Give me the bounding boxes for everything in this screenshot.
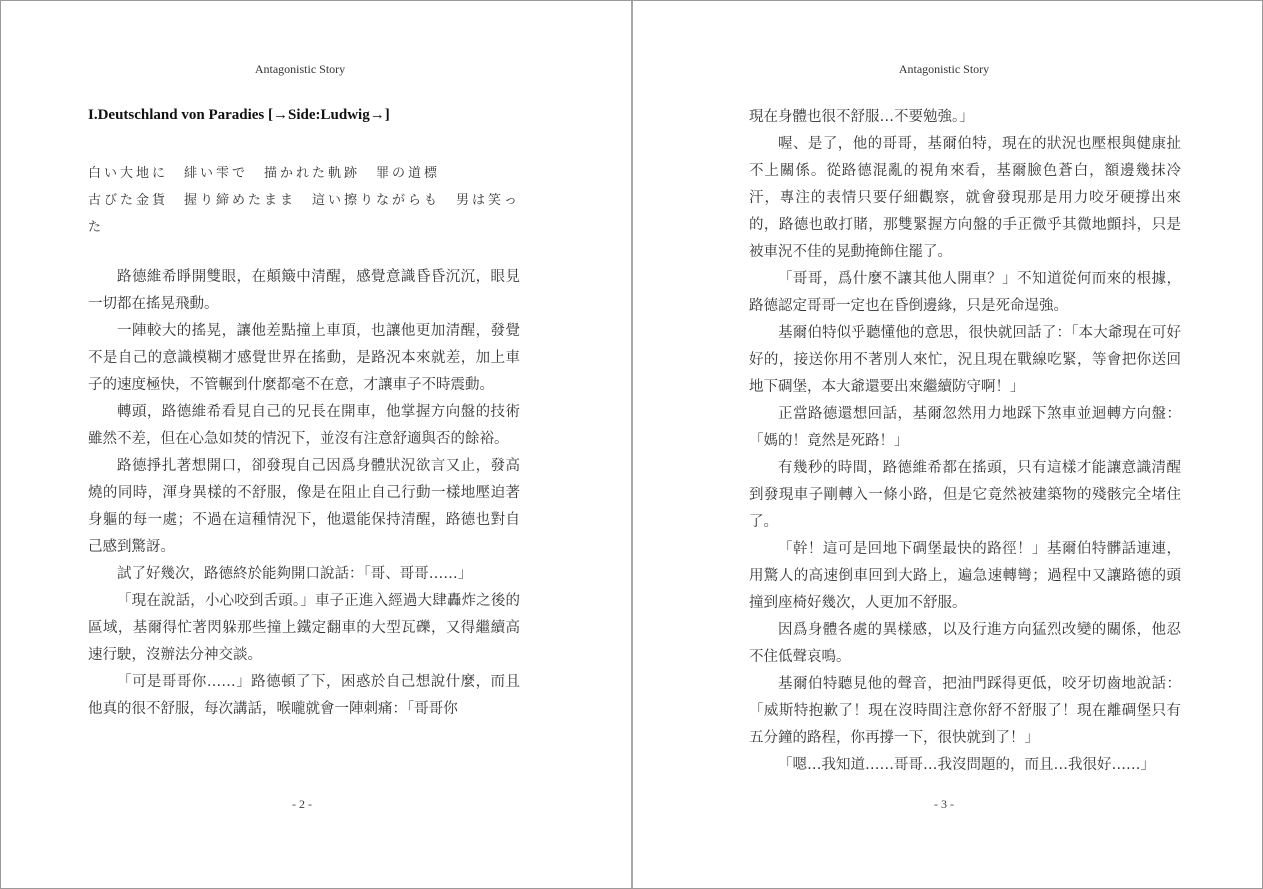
paragraph: 基爾伯特聽見他的聲音，把油門踩得更低，咬牙切齒地說話：「威斯特抱歉了！現在沒時間注意你舒不舒服了！現在離碉堡只有五分鐘的路程，你再撐一下，很快就到了！」	[749, 676, 1181, 746]
epigraph-line: た	[88, 219, 105, 234]
page-number: - 3 -	[934, 797, 954, 811]
paragraph: 轉頭，路德維希看見自己的兄長在開車，他掌握方向盤的技術雖然不差，但在心急如焚的情況下，並沒有注意舒適與否的餘裕。	[88, 404, 520, 447]
paragraph: 因爲身體各處的異樣感，以及行進方向猛烈改變的關係，他忍不住低聲哀鳴。	[749, 622, 1181, 665]
paragraph: 「現在說話，小心咬到舌頭。」車子正進入經過大肆轟炸之後的區域，基爾得忙著閃躲那些撞上鐵定翻車的大型瓦礫，又得繼續高速行駛，沒辦法分神交談。	[88, 593, 520, 663]
body-text	[749, 104, 1181, 779]
body-text	[88, 264, 520, 723]
paragraph: 路德掙扎著想開口，卻發現自己因爲身體狀況欲言又止，發高燒的同時，渾身異樣的不舒服，像是在阻止自己行動一樣地壓迫著身軀的每一處；不過在這種情況下，他還能保持清醒，路德也對自己感到驚訝。	[88, 458, 520, 555]
running-header: Antagonistic Story	[898, 62, 990, 76]
paragraph: 有幾秒的時間，路德維希都在搖頭，只有這樣才能讓意識清醒到發現車子剛轉入一條小路，但是它竟然被建築物的殘骸完全堵住了。	[749, 460, 1181, 530]
paragraph: 試了好幾次，路德終於能夠開口說話：「哥、哥哥……」	[117, 566, 473, 582]
page-number: - 2 -	[292, 797, 312, 811]
right-page	[633, 1, 1263, 888]
paragraph: 「幹！這可是回地下碉堡最快的路徑！」基爾伯特髒話連連，用驚人的高速倒車回到大路上，遍急速轉彎；過程中又讓路德的頭撞到座椅好幾次，人更加不舒服。	[749, 541, 1181, 611]
paragraph: 路德維希睜開雙眼，在顛簸中清醒，感覺意識昏昏沉沉，眼見一切都在搖晃飛動。	[88, 269, 520, 312]
paragraph: 「可是哥哥你……」路德頓了下，困惑於自己想說什麼，而且他真的很不舒服，每次講話，喉嚨就會一陣刺痛：「哥哥你	[88, 674, 520, 717]
epigraph-line: 古びた金貨 握り締めたまま 這い擦りながらも 男は笑っ	[88, 192, 521, 207]
epigraph	[88, 159, 528, 240]
left-page	[1, 1, 631, 888]
chapter-title: I.Deutschland von Paradies [→Side:Ludwig→]	[88, 107, 390, 123]
epigraph-line: 白い大地に 緋い雫で 描かれた軌跡 罪の道標	[88, 165, 441, 180]
paragraph: 喔、是了，他的哥哥，基爾伯特，現在的狀況也壓根與健康扯不上關係。從路德混亂的視角來看，基爾臉色蒼白，額邊幾抹冷汗，專注的表情只要仔細觀察，就會發現那是用力咬牙硬撐出來的，路德也敢打賭，那雙緊握方向盤的手正微乎其微地顫抖，只是被車況不佳的晃動掩飾住罷了。	[749, 136, 1181, 260]
paragraph: 正當路德還想回話，基爾忽然用力地踩下煞車並迴轉方向盤：「媽的！竟然是死路！」	[749, 406, 1181, 449]
paragraph: 「哥哥，爲什麼不讓其他人開車？」不知道從何而來的根據，路德認定哥哥一定也在昏倒邊緣，只是死命逞強。	[749, 271, 1181, 314]
paragraph: 一陣較大的搖晃，讓他差點撞上車頂，也讓他更加清醒，發覺不是自己的意識模糊才感覺世界在搖動，是路況本來就差，加上車子的速度極快，不管輾到什麼都毫不在意，才讓車子不時震動。	[88, 323, 520, 393]
paragraph-continuation: 現在身體也很不舒服…不要勉強。」	[749, 109, 974, 125]
paragraph: 基爾伯特似乎聽懂他的意思，很快就回話了：「本大爺現在可好好的，接送你用不著別人來忙，況且現在戰線吃緊，等會把你送回地下碉堡，本大爺還要出來繼續防守啊！」	[749, 325, 1181, 395]
running-header: Antagonistic Story	[254, 62, 346, 76]
paragraph: 「嗯…我知道……哥哥…我沒問題的，而且…我很好……」	[778, 757, 1155, 773]
